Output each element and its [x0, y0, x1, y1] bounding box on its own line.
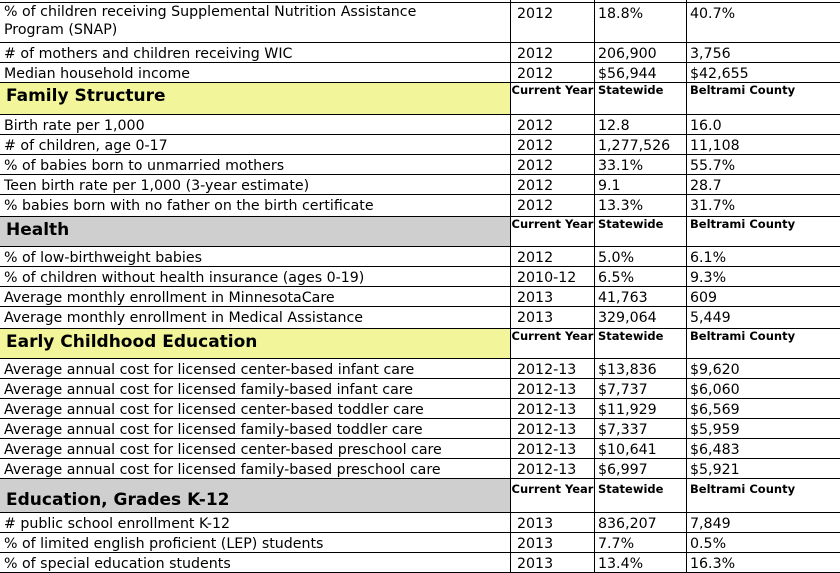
row-statewide: 13.3%: [594, 195, 686, 216]
row-county: 609: [686, 287, 840, 306]
row-label: % babies born with no father on the birth certificate: [4, 198, 374, 214]
row-label: Average annual cost for licensed center-based infant care: [4, 362, 415, 378]
col-header-county: Beltrami County: [686, 83, 840, 114]
col-header-year: Current Year: [510, 479, 594, 512]
row-statewide: 5.0%: [594, 247, 686, 266]
row-statewide: 7.7%: [594, 533, 686, 552]
row-label: Average annual cost for licensed center-based toddler care: [4, 402, 424, 418]
row-statewide: $11,929: [594, 399, 686, 418]
row-label: Birth rate per 1,000: [4, 118, 145, 134]
row-statewide: $7,337: [594, 419, 686, 438]
row-statewide: $56,944: [594, 63, 686, 82]
row-county: 9.3%: [686, 267, 840, 286]
row-statewide: 1,277,526: [594, 135, 686, 154]
row-county: 40.7%: [686, 3, 840, 42]
section-header-education: [0, 479, 840, 513]
row-year: 2013: [510, 513, 594, 532]
row-label: % of special education students: [4, 556, 231, 572]
row-year: 2012: [510, 43, 594, 62]
table-row: [0, 307, 840, 329]
table-row: [0, 175, 840, 195]
row-county: $6,483: [686, 439, 840, 458]
row-year: 2013: [510, 553, 594, 572]
row-label: % of children without health insurance (ages 0-19): [4, 270, 365, 286]
row-label: # of children, age 0-17: [4, 138, 168, 154]
table-row: [0, 399, 840, 419]
row-statewide: [594, 0, 686, 2]
row-year: 2012-13: [510, 439, 594, 458]
row-statewide: $13,836: [594, 359, 686, 378]
row-county: $5,959: [686, 419, 840, 438]
table-row: [0, 43, 840, 63]
row-county: 5,449: [686, 307, 840, 328]
row-year: 2012-13: [510, 359, 594, 378]
row-label: [0, 0, 510, 2]
col-header-county: Beltrami County: [686, 217, 840, 246]
row-label: % of children receiving Supplemental Nutrition Assistance Program (SNAP): [4, 4, 417, 38]
col-header-statewide: Statewide: [594, 217, 686, 246]
row-statewide: 6.5%: [594, 267, 686, 286]
row-county: 28.7: [686, 175, 840, 194]
row-label: Average monthly enrollment in Medical Assistance: [4, 310, 363, 326]
row-year: 2012-13: [510, 399, 594, 418]
section-header-early-childhood: [0, 329, 840, 359]
row-county: $5,921: [686, 459, 840, 478]
row-year: 2012: [510, 115, 594, 134]
row-statewide: 41,763: [594, 287, 686, 306]
row-statewide: 836,207: [594, 513, 686, 532]
row-statewide: $10,641: [594, 439, 686, 458]
row-county: $9,620: [686, 359, 840, 378]
row-county: 11,108: [686, 135, 840, 154]
row-county: 16.0: [686, 115, 840, 134]
row-statewide: 18.8%: [594, 3, 686, 42]
col-header-year: Current Year: [510, 217, 594, 246]
row-year: 2012: [510, 135, 594, 154]
row-year: 2012-13: [510, 379, 594, 398]
row-label: # of mothers and children receiving WIC: [4, 46, 293, 62]
col-header-statewide: Statewide: [594, 329, 686, 358]
table-row: [0, 195, 840, 217]
table-row: [0, 379, 840, 399]
section-title: Family Structure: [0, 83, 510, 114]
row-year: 2012: [510, 63, 594, 82]
row-year: 2013: [510, 533, 594, 552]
row-county: $6,060: [686, 379, 840, 398]
row-county: 6.1%: [686, 247, 840, 266]
section-header-health: [0, 217, 840, 247]
table-row: [0, 419, 840, 439]
table-row: [0, 135, 840, 155]
row-label: Teen birth rate per 1,000 (3-year estimate): [4, 178, 310, 194]
row-year: 2012: [510, 247, 594, 266]
row-label: % of limited english proficient (LEP) students: [4, 536, 324, 552]
col-header-year: Current Year: [510, 83, 594, 114]
table-row: [0, 359, 840, 379]
table-row: [0, 439, 840, 459]
row-year: 2010-12: [510, 267, 594, 286]
row-county: 55.7%: [686, 155, 840, 174]
col-header-year: Current Year: [510, 329, 594, 358]
row-statewide: 13.4%: [594, 553, 686, 572]
row-statewide: 12.8: [594, 115, 686, 134]
row-label: Average annual cost for licensed family-based toddler care: [4, 422, 423, 438]
table-row: [0, 3, 840, 43]
table-row: [0, 247, 840, 267]
table-row: [0, 459, 840, 479]
table-row: [0, 287, 840, 307]
row-year: 2012-13: [510, 419, 594, 438]
row-county: 31.7%: [686, 195, 840, 216]
table-row: [0, 267, 840, 287]
section-title: Early Childhood Education: [0, 329, 510, 358]
row-year: 2013: [510, 307, 594, 328]
row-label: Average annual cost for licensed family-based preschool care: [4, 462, 441, 478]
row-year: 2012: [510, 3, 594, 42]
row-county: $42,655: [686, 63, 840, 82]
table-row: [0, 533, 840, 553]
col-header-county: Beltrami County: [686, 329, 840, 358]
row-statewide: 9.1: [594, 175, 686, 194]
row-label: Median household income: [4, 66, 190, 82]
table-row: [0, 513, 840, 533]
row-label: % of low-birthweight babies: [4, 250, 202, 266]
table-row: [0, 63, 840, 83]
row-year: 2012: [510, 195, 594, 216]
row-label: Average annual cost for licensed family-based infant care: [4, 382, 414, 398]
table-row: [0, 155, 840, 175]
row-label: Average monthly enrollment in MinnesotaCare: [4, 290, 335, 306]
col-header-statewide: Statewide: [594, 479, 686, 512]
row-year: 2013: [510, 287, 594, 306]
section-title: Health: [0, 217, 510, 246]
section-title: Education, Grades K-12: [0, 479, 510, 512]
row-label: Average annual cost for licensed center-based preschool care: [4, 442, 442, 458]
col-header-statewide: Statewide: [594, 83, 686, 114]
row-county: 7,849: [686, 513, 840, 532]
row-county: [686, 0, 840, 2]
row-statewide: 33.1%: [594, 155, 686, 174]
row-year: 2012: [510, 155, 594, 174]
table-row: [0, 553, 840, 573]
col-header-county: Beltrami County: [686, 479, 840, 512]
row-year: 2012: [510, 175, 594, 194]
section-header-family: [0, 83, 840, 115]
row-county: 3,756: [686, 43, 840, 62]
table-row: [0, 115, 840, 135]
row-county: 0.5%: [686, 533, 840, 552]
row-statewide: 329,064: [594, 307, 686, 328]
row-county: $6,569: [686, 399, 840, 418]
row-statewide: 206,900: [594, 43, 686, 62]
row-statewide: $7,737: [594, 379, 686, 398]
row-year: 2012-13: [510, 459, 594, 478]
row-label: # public school enrollment K-12: [4, 516, 230, 532]
row-county: 16.3%: [686, 553, 840, 572]
row-year: [510, 0, 594, 2]
row-statewide: $6,997: [594, 459, 686, 478]
row-label: % of babies born to unmarried mothers: [4, 158, 285, 174]
